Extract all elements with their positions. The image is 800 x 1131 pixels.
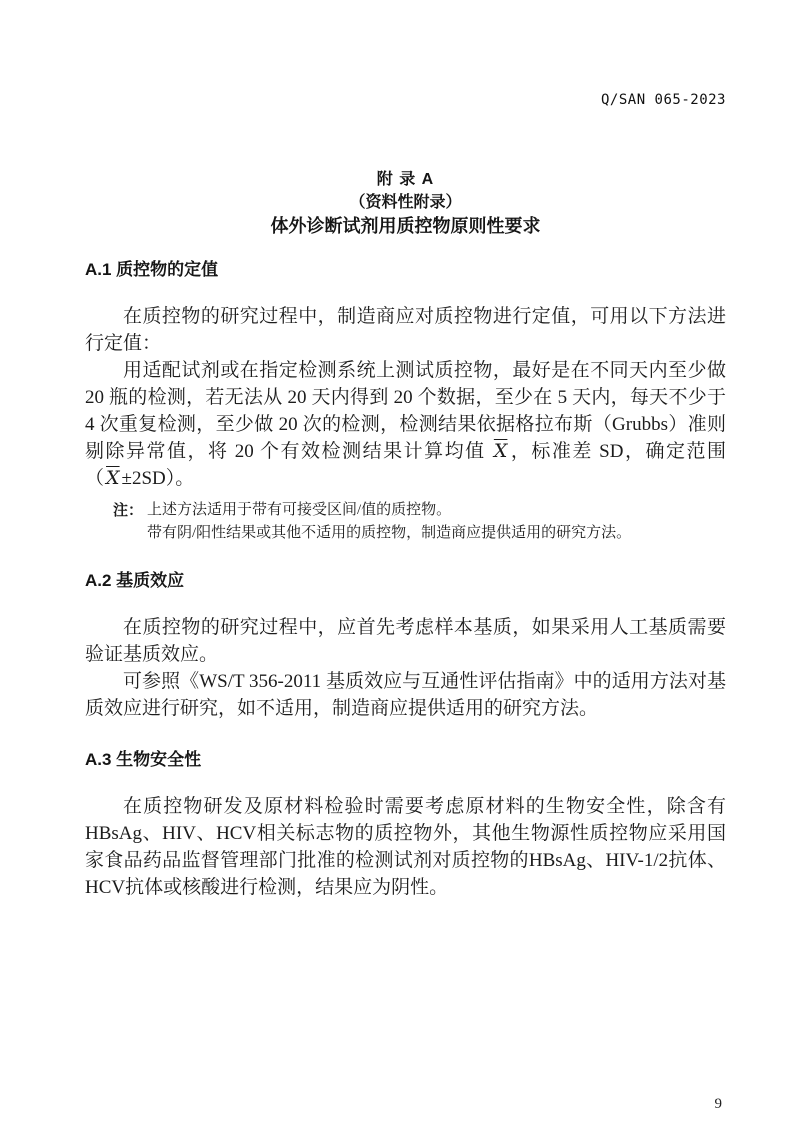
a1-p2-text-segment-1: 用适配试剂或在指定检测系统上测试质控物，最好是在不同天内至少做 20 瓶的检测，若无法从 20 天内得到 20 个数据，至少在 5 天内，每天不少于 4 次重复检测，至少做 20 次的检测，检测结果依据格拉布斯（Grubbs）准则剔除异常值，将 20 个有效检测结果计算均值 (85, 360, 726, 462)
page-content (85, 0, 726, 901)
section-heading-a1: A.1 质控物的定值 (85, 260, 219, 279)
section-a1-paragraph-2 (85, 357, 726, 492)
section-a2-paragraph-1: 在质控物的研究过程中，应首先考虑样本基质，如果采用人工基质需要验证基质效应。 (85, 617, 726, 665)
section-heading-a3: A.3 生物安全性 (85, 750, 202, 769)
section-a2-paragraph-2: 可参照《WS/T 356-2011 基质效应与互通性评估指南》中的适用方法对基质效应进行研究，如不适用，制造商应提供适用的研究方法。 (85, 671, 726, 719)
appendix-subject-title: 体外诊断试剂用质控物原则性要求 (270, 216, 541, 236)
page-number: 9 (714, 1096, 722, 1112)
note-line-2: 带有阴/阳性结果或其他不适用的质控物，制造商应提供适用的研究方法。 (147, 525, 632, 541)
mean-xbar-symbol: $\overline{X}$ (493, 440, 508, 462)
appendix-subtitle-informative: （资料性附录） (349, 194, 462, 211)
appendix-title: 附 录 A (376, 171, 435, 188)
note-label: 注： (113, 502, 144, 519)
mean-xbar-symbol: $\overline{X}$ (106, 467, 120, 489)
note-line-1: 上述方法适用于带有可接受区间/值的质控物。 (147, 502, 452, 518)
note-lines (147, 499, 726, 545)
appendix-title-block (85, 168, 726, 239)
a1-p2-text-segment-2: ，标准差 SD，确定范围（ (85, 441, 726, 489)
section-heading-a2: A.2 基质效应 (85, 571, 185, 590)
a1-p2-text-segment-3: ±2SD）。 (121, 468, 195, 489)
section-a3-paragraph-1: 在质控物研发及原材料检验时需要考虑原材料的生物安全性，除含有HBsAg、HIV、HCV相关标志物的质控物外，其他生物源性质控物应采用国家食品药品监督管理部门批准的检测试剂对质控物的HBsAg、HIV-1/2抗体、HCV抗体或核酸进行检测，结果应为阴性。 (85, 796, 726, 898)
note-block (113, 499, 726, 545)
section-a1-paragraph-1: 在质控物的研究过程中，制造商应对质控物进行定值，可用以下方法进行定值： (85, 306, 726, 354)
standard-number-header: Q/SAN 065-2023 (600, 92, 726, 108)
